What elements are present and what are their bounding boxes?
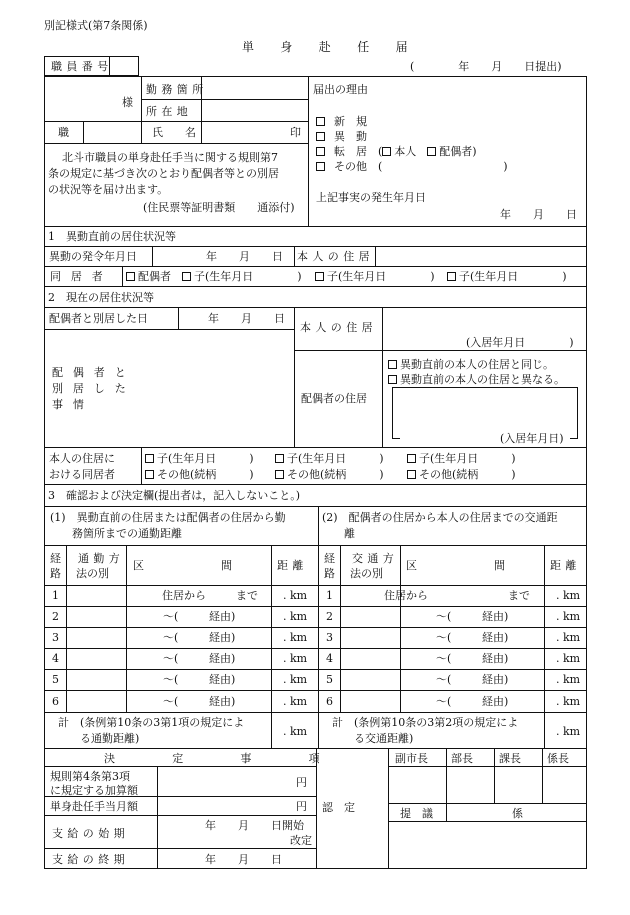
current-address-field[interactable]	[384, 309, 584, 333]
honorific-sama: 様	[122, 96, 133, 109]
reason-transfer[interactable]: 異 動	[316, 131, 367, 142]
reason-line-3: 事情	[52, 398, 94, 411]
via-close: 経由)	[209, 631, 236, 644]
checkbox-icon	[316, 162, 325, 171]
first-section-from: 住居から	[384, 589, 428, 602]
address-field[interactable]	[203, 100, 307, 120]
route-head-left-1: 経	[50, 552, 61, 565]
route-number: 2	[52, 610, 59, 623]
cohabitant-label: 同居者	[50, 270, 113, 283]
occurrence-label: 上記事実の発生年月日	[316, 191, 426, 204]
distance-cell[interactable]: . km	[556, 631, 581, 644]
current-other-3[interactable]: その他(続柄 )	[407, 469, 516, 480]
route-number: 3	[52, 631, 59, 644]
approver-vice-mayor: 副市長	[395, 752, 428, 765]
separation-reason-field[interactable]	[148, 332, 292, 444]
distance-cell[interactable]: . km	[283, 610, 308, 623]
checkbox-icon	[388, 375, 397, 384]
current-child-2[interactable]: 子(生年月日 )	[275, 453, 384, 464]
transfer-date-field[interactable]: 年 月 日	[206, 250, 283, 263]
checkbox-icon[interactable]	[382, 147, 391, 156]
approver-director: 部長	[451, 752, 473, 765]
via-open: ～(	[436, 673, 452, 686]
via-open: ～(	[436, 695, 452, 708]
current-address-label: 本人の住居	[300, 321, 377, 334]
checkbox-icon	[447, 272, 456, 281]
vice-mayor-seal-box[interactable]	[390, 768, 445, 802]
route-number: 6	[52, 695, 59, 708]
cohab-child-3[interactable]: 子(生年月日 )	[447, 271, 567, 282]
section3-heading: 3 確認および決定欄(提出者は，記入しないこと。)	[48, 489, 301, 502]
via-open: ～(	[436, 610, 452, 623]
monthly-allowance-label: 単身赴任手当月額	[50, 800, 138, 813]
checkbox-icon	[145, 454, 154, 463]
via-open: ～(	[436, 631, 452, 644]
seal-mark: 印	[290, 126, 301, 139]
via-close: 経由)	[482, 652, 509, 665]
route-head-right-1: 経	[324, 552, 335, 565]
via-open: ～(	[163, 673, 179, 686]
yen-mark: 円	[296, 800, 307, 813]
route-number: 4	[52, 652, 59, 665]
name-field[interactable]	[203, 122, 283, 142]
move-in-date-self[interactable]: (入居年月日 )	[466, 336, 574, 349]
route-number: 2	[326, 610, 333, 623]
checkbox-icon	[145, 470, 154, 479]
method-head-left-2: 法の別	[76, 567, 109, 580]
via-close: 経由)	[209, 610, 236, 623]
distance-cell[interactable]: . km	[283, 695, 308, 708]
via-open: ～(	[163, 631, 179, 644]
method-head-right-2: 法の別	[350, 567, 383, 580]
checkbox-icon	[316, 132, 325, 141]
cohab-child-1[interactable]: 子(生年月日 )	[182, 271, 302, 282]
distance-cell[interactable]: . km	[283, 673, 308, 686]
payment-end-label: 支給の終期	[52, 853, 129, 866]
approval-label: 認 定	[322, 801, 355, 814]
route-number: 4	[326, 652, 333, 665]
via-open: ～(	[163, 652, 179, 665]
checkbox-icon	[182, 272, 191, 281]
checkbox-icon	[275, 454, 284, 463]
payment-start-value[interactable]: 年 月 日開始	[205, 819, 304, 832]
prior-address-label: 本人の住居	[297, 250, 374, 263]
distance-cell[interactable]: . km	[556, 695, 581, 708]
spouse-same-option[interactable]: 異動直前の本人の住居と同じ。	[388, 359, 554, 370]
cohab-spouse[interactable]: 配偶者	[126, 271, 171, 282]
distance-cell[interactable]: . km	[283, 652, 308, 665]
first-section-to: まで	[508, 589, 530, 602]
current-cohab-line-2: おける同居者	[49, 468, 115, 481]
route-number: 3	[326, 631, 333, 644]
separated-date-label: 配偶者と別居した日	[49, 312, 148, 325]
via-close: 経由)	[482, 673, 509, 686]
total-distance-left[interactable]: . km	[283, 725, 308, 738]
spouse-address-bracket[interactable]	[392, 387, 578, 438]
reason-new[interactable]: 新 規	[316, 116, 367, 127]
form-reference: 別記様式(第7条関係)	[44, 19, 148, 32]
distance-cell[interactable]: . km	[283, 589, 308, 602]
method-head-left-1: 通勤方	[78, 552, 125, 565]
distance-cell[interactable]: . km	[556, 589, 581, 602]
total-left-line-1: 計 (条例第10条の3第1項の規定によ	[58, 716, 245, 729]
move-in-date-spouse[interactable]: (入居年月日)	[500, 432, 564, 445]
addition-amount-line-2: に規定する加算額	[50, 784, 138, 797]
yen-mark: 円	[296, 776, 307, 789]
reason-line-1: 配偶者と	[52, 366, 136, 379]
prior-address-field[interactable]	[377, 247, 585, 265]
checkbox-icon	[315, 272, 324, 281]
checkbox-icon[interactable]	[427, 147, 436, 156]
route-number: 5	[52, 673, 59, 686]
transfer-date-label: 異動の発令年月日	[49, 250, 137, 263]
current-other-2[interactable]: その他(続柄 )	[275, 469, 384, 480]
declaration-line-1: 北斗市職員の単身赴任手当に関する規則第7	[62, 151, 278, 164]
total-right-line-1: 計 (条例第10条の3第2項の規定によ	[332, 716, 519, 729]
form-title: 単身赴任届	[242, 40, 435, 54]
subsection-chief-seal-box[interactable]	[544, 768, 586, 802]
via-close: 経由)	[209, 673, 236, 686]
via-close: 経由)	[482, 631, 509, 644]
staff-number-label: 職員番号	[51, 60, 113, 73]
section2-heading: 2 現在の居住状況等	[48, 291, 154, 304]
right-table-title-2: 離	[322, 527, 355, 540]
via-open: ～(	[436, 652, 452, 665]
distance-cell[interactable]: . km	[556, 673, 581, 686]
right-table-title-1: (2) 配偶者の住居から本人の住居までの交通距	[322, 511, 558, 524]
payment-end-value[interactable]: 年 月 日	[205, 853, 282, 866]
route-head-left-2: 路	[50, 567, 61, 580]
method-head-right-1: 交通方	[352, 552, 399, 565]
monthly-allowance-field[interactable]	[159, 797, 289, 815]
workplace-label: 勤務箇所	[146, 83, 208, 96]
total-right-line-2: る交通距離)	[332, 732, 414, 745]
route-number: 1	[52, 589, 59, 602]
submission-date[interactable]: ( 年 月 日提出)	[410, 60, 562, 73]
first-section-to: まで	[236, 589, 258, 602]
checkbox-icon	[316, 147, 325, 156]
checkbox-icon	[388, 360, 397, 369]
workplace-field[interactable]	[203, 78, 307, 98]
section1-heading: 1 異動直前の居住状況等	[48, 230, 176, 243]
current-other-1[interactable]: その他(続柄 )	[145, 469, 254, 480]
route-number: 1	[326, 589, 333, 602]
left-table-title-1: (1) 異動直前の住居または配偶者の住居から勤	[50, 511, 286, 524]
via-open: ～(	[163, 695, 179, 708]
staff-seal-area[interactable]	[390, 823, 586, 867]
name-label: 氏 名	[152, 126, 196, 139]
proposal-label: 提 議	[400, 807, 433, 820]
reason-line-2: 別居した	[52, 382, 136, 395]
route-head-right-2: 路	[324, 567, 335, 580]
section-head-left: 区 間	[133, 559, 232, 572]
cohab-child-2[interactable]: 子(生年月日 )	[315, 271, 435, 282]
spouse-address-label: 配偶者の住居	[301, 392, 367, 405]
reason-label: 届出の理由	[313, 83, 368, 96]
director-seal-box[interactable]	[448, 768, 493, 802]
route-number: 6	[326, 695, 333, 708]
via-close: 経由)	[482, 695, 509, 708]
payment-start-label: 支給の始期	[52, 827, 129, 840]
checkbox-icon	[275, 470, 284, 479]
addition-amount-line-1: 規則第4条第3項	[50, 770, 130, 783]
addition-amount-field[interactable]	[159, 768, 289, 794]
approver-subsection-chief: 係長	[547, 752, 569, 765]
address-label: 所在地	[146, 105, 193, 118]
distance-head-left: 距離	[277, 559, 308, 572]
job-label: 職	[58, 126, 69, 139]
distance-head-right: 距離	[550, 559, 581, 572]
distance-cell[interactable]: . km	[556, 610, 581, 623]
declaration-line-3: の状況等を届け出ます。	[48, 183, 169, 196]
spouse-diff-option[interactable]: 異動直前の本人の住居と異なる。	[388, 374, 565, 385]
left-table-title-2: 務箇所までの通勤距離	[50, 527, 182, 540]
reason-relocation[interactable]: 転 居 ( 本人 配偶者)	[316, 146, 477, 157]
approver-section-chief: 課長	[499, 752, 521, 765]
separated-date-field[interactable]: 年 月 日	[208, 312, 285, 325]
via-close: 経由)	[209, 695, 236, 708]
staff-number-field[interactable]	[112, 57, 138, 75]
staff-label: 係	[512, 807, 523, 820]
total-distance-right[interactable]: . km	[556, 725, 581, 738]
current-child-1[interactable]: 子(生年月日 )	[145, 453, 254, 464]
checkbox-icon	[316, 117, 325, 126]
occurrence-date[interactable]: 年 月 日	[500, 208, 577, 221]
total-left-line-2: る通勤距離)	[58, 732, 140, 745]
route-number: 5	[326, 673, 333, 686]
checkbox-icon	[407, 470, 416, 479]
via-close: 経由)	[209, 652, 236, 665]
job-field[interactable]	[85, 122, 140, 142]
declaration-line-2: 条の規定に基づき次のとおり配偶者等との別居	[48, 167, 279, 180]
decision-header: 決 定 事 項	[104, 752, 343, 765]
distance-cell[interactable]: . km	[283, 631, 308, 644]
attachment-note: (住民票等証明書類 通添付)	[143, 201, 295, 214]
checkbox-icon	[407, 454, 416, 463]
reason-other[interactable]: その他 ( )	[316, 161, 508, 172]
revision-label: 改定	[290, 834, 312, 847]
current-child-3[interactable]: 子(生年月日 )	[407, 453, 516, 464]
first-section-from: 住居から	[162, 589, 206, 602]
section-head-right: 区 間	[406, 559, 505, 572]
checkbox-icon	[126, 272, 135, 281]
current-cohab-line-1: 本人の住居に	[49, 452, 115, 465]
via-open: ～(	[163, 610, 179, 623]
recipient-name-field[interactable]	[46, 78, 140, 120]
distance-cell[interactable]: . km	[556, 652, 581, 665]
section-chief-seal-box[interactable]	[496, 768, 541, 802]
via-close: 経由)	[482, 610, 509, 623]
